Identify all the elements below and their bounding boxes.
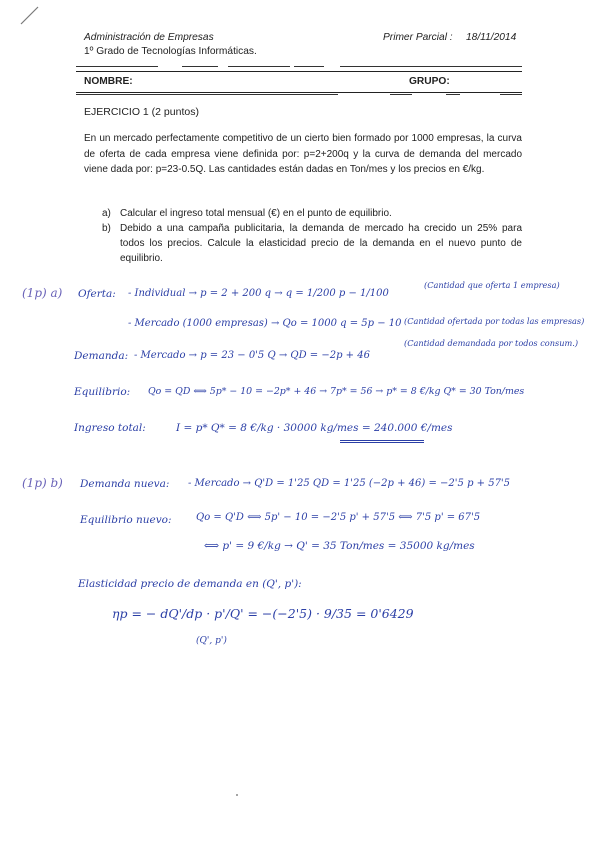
ingreso-result-underline bbox=[340, 437, 424, 443]
equilibrio-nuevo-eq2: ⟺ p' = 9 €/kg → Q' = 35 Ton/mes = 35000 kg/mes bbox=[204, 540, 475, 552]
header-rule bbox=[340, 66, 522, 67]
oferta-mercado: - Mercado (1000 empresas) → Qo = 1000 q = 5p − 10 bbox=[128, 318, 402, 329]
evaluation-point: (Q', p') bbox=[196, 636, 227, 646]
demanda-mercado: - Mercado → p = 23 − 0'5 Q → QD = −2p + 46 bbox=[134, 350, 370, 361]
ingreso-label: Ingreso total: bbox=[74, 422, 146, 434]
exam-label: Primer Parcial : bbox=[383, 32, 453, 43]
exercise-statement: En un mercado perfectamente competitivo de un cierto bien formado por 1000 empresas, la curva de oferta de cada empresa viene definida por: p=2+200q y la curva de demanda del mercado viene dada por: p=23-0.5Q. Las cantidades están dadas en Ton/mes y los precios en €/kg. bbox=[84, 133, 522, 175]
equilibrio-equation: Qo = QD ⟺ 5p* − 10 = −2p* + 46 → 7p* = 56 → p* = 8 €/kg Q* = 30 Ton/mes bbox=[148, 386, 525, 397]
exercise-title: EJERCICIO 1 (2 puntos) bbox=[84, 106, 199, 118]
ink-dot bbox=[236, 794, 238, 796]
pen-stroke-mark bbox=[18, 4, 42, 26]
demanda-note: (Cantidad demandada por todos consum.) bbox=[404, 338, 579, 348]
oferta-individual: - Individual → p = 2 + 200 q → q = 1/200 p − 1/100 bbox=[128, 288, 389, 299]
equilibrio-nuevo-label: Equilibrio nuevo: bbox=[80, 514, 172, 526]
exam-date: 18/11/2014 bbox=[466, 32, 517, 43]
box-rule bbox=[76, 94, 338, 95]
ingreso-equation: I = p* Q* = 8 €/kg · 30000 kg/mes = 240.000 €/mes bbox=[176, 422, 453, 434]
equilibrio-nuevo-eq1: Qo = Q'D ⟺ 5p' − 10 = −2'5 p' + 57'5 ⟺ 7'5 p' = 67'5 bbox=[196, 512, 481, 523]
item-a-letter: a) bbox=[102, 208, 111, 219]
group-label: GRUPO: bbox=[409, 76, 450, 87]
oferta-label: Oferta: bbox=[78, 288, 116, 300]
part-b-mark: (1p) b) bbox=[22, 476, 63, 490]
box-rule bbox=[446, 94, 460, 95]
name-label: NOMBRE: bbox=[84, 76, 133, 87]
student-info-box bbox=[76, 71, 522, 93]
oferta-mercado-note: (Cantidad ofertada por todas las empresas) bbox=[404, 316, 585, 326]
header-rule bbox=[228, 66, 290, 67]
header-rule bbox=[182, 66, 218, 67]
item-b-letter: b) bbox=[102, 223, 111, 234]
elasticidad-label: Elasticidad precio de demanda en (Q', p'): bbox=[78, 578, 302, 590]
degree-title: 1º Grado de Tecnologías Informáticas. bbox=[84, 46, 257, 57]
demanda-nueva-label: Demanda nueva: bbox=[80, 478, 170, 490]
item-a-text: Calcular el ingreso total mensual (€) en el punto de equilibrio. bbox=[120, 208, 392, 219]
course-title: Administración de Empresas bbox=[84, 32, 214, 43]
item-b-text: Debido a una campaña publicitaria, la demanda de mercado ha crecido un 25% para todos los precios. Calcule la elasticidad precio de la demanda en el nuevo punto de equilibrio. bbox=[120, 223, 522, 264]
header-rule bbox=[76, 66, 158, 67]
header-rule bbox=[294, 66, 324, 67]
oferta-individual-note: (Cantidad que oferta 1 empresa) bbox=[424, 280, 560, 290]
box-rule bbox=[390, 94, 412, 95]
box-rule bbox=[500, 94, 522, 95]
demanda-nueva-equation: - Mercado → Q'D = 1'25 QD = 1'25 (−2p + 46) = −2'5 p + 57'5 bbox=[188, 478, 511, 489]
elasticidad-equation: ηp = − dQ'/dp · p'/Q' = −(−2'5) · 9/35 = 0'6429 bbox=[112, 606, 414, 621]
demanda-label: Demanda: bbox=[74, 350, 129, 362]
equilibrio-label: Equilibrio: bbox=[74, 386, 131, 398]
part-a-mark: (1p) a) bbox=[22, 286, 63, 300]
